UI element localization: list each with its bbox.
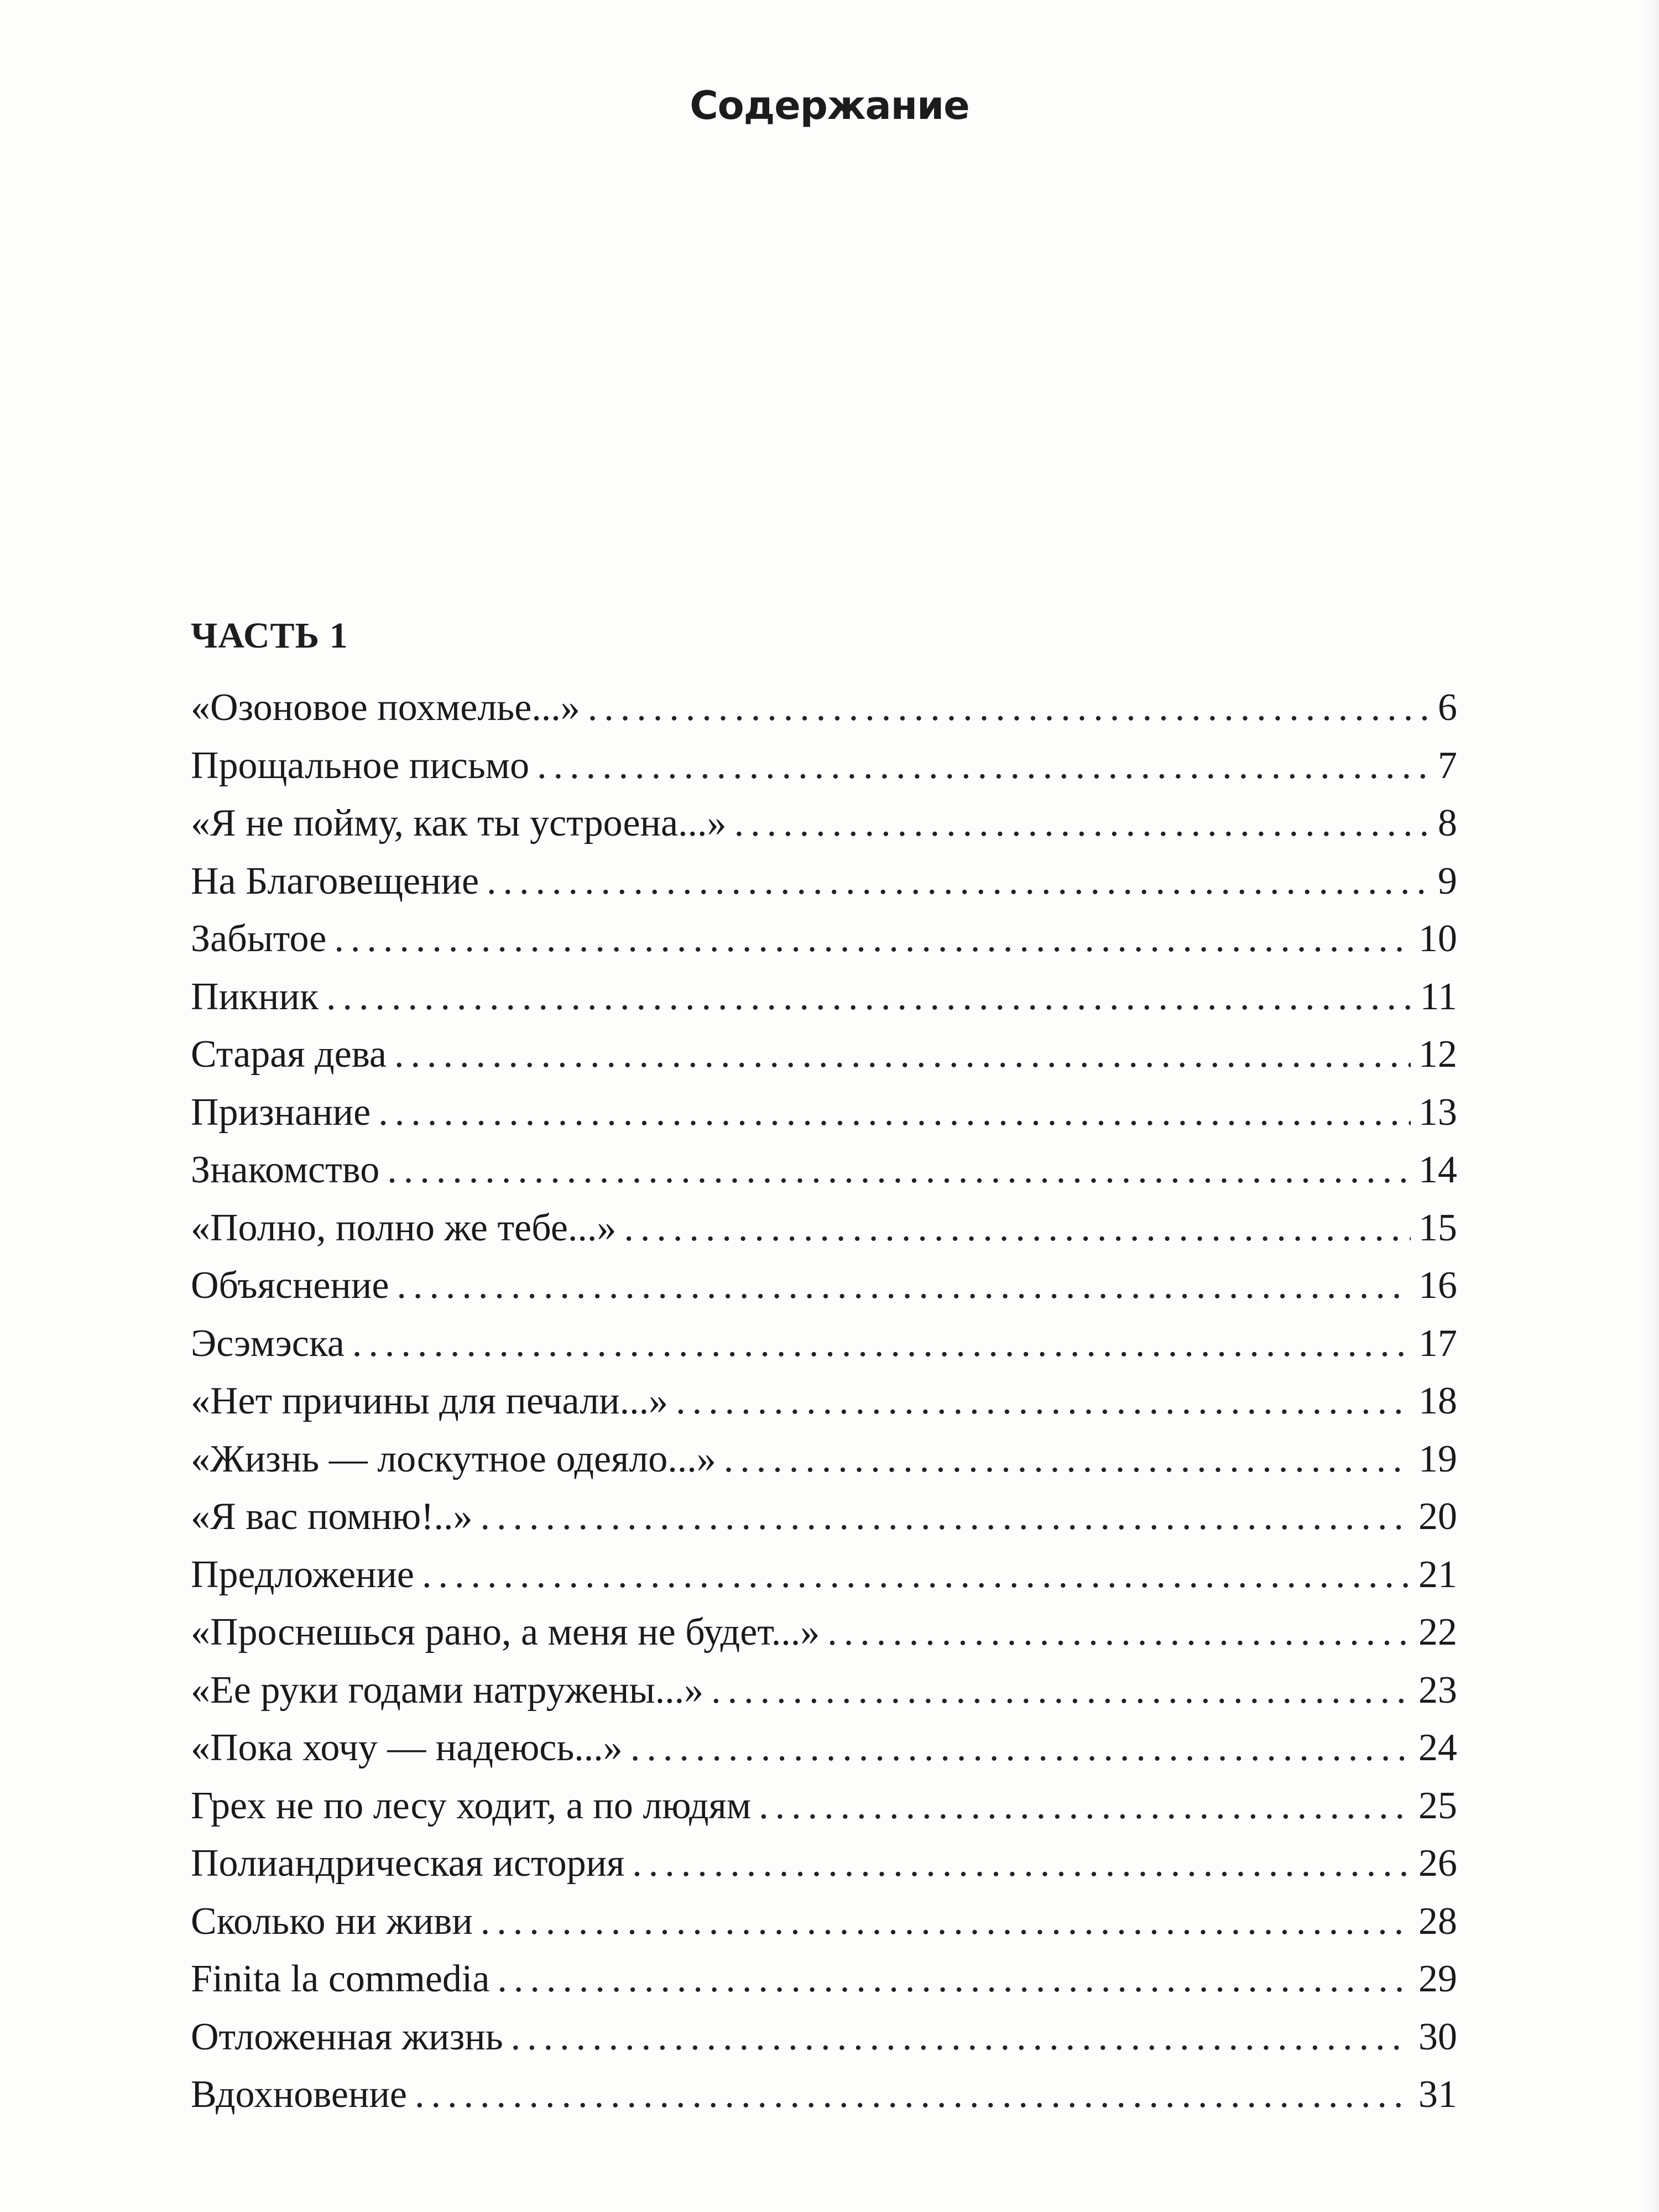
toc-entry-title: «Ее руки годами натружены...»: [191, 1668, 704, 1712]
toc-entry-page: 17: [1418, 1322, 1457, 1365]
toc-entry: [191, 859, 1457, 917]
toc-entry-page: 25: [1418, 1784, 1457, 1827]
toc-entry-page: 26: [1418, 1842, 1457, 1885]
toc-entry-page: 7: [1438, 744, 1457, 787]
dot-leader: [387, 1148, 1411, 1192]
toc-entry-title: На Благовещение: [191, 859, 479, 902]
toc-entry: [191, 1553, 1457, 1611]
toc-entry: [191, 1437, 1457, 1495]
toc-entry-title: Вдохновение: [191, 2073, 407, 2116]
page-title: Содержание: [690, 83, 969, 128]
toc-entry-title: Отложенная жизнь: [191, 2015, 503, 2058]
toc-entry-page: 14: [1418, 1149, 1457, 1191]
toc-entry-title: «Проснешься рано, а меня не будет...»: [191, 1611, 820, 1653]
toc-entry-title: «Нет причины для печали...»: [191, 1380, 669, 1422]
toc-entry-page: 30: [1418, 2015, 1457, 2058]
dot-leader: [334, 917, 1411, 961]
toc-entry-title: Объяснение: [191, 1264, 389, 1307]
toc-entry-title: «Я не пойму, как ты устроена...»: [191, 802, 727, 844]
dot-leader: [378, 1091, 1411, 1135]
dot-leader: [711, 1668, 1411, 1713]
toc-entry-page: 18: [1418, 1380, 1457, 1422]
dot-leader: [487, 859, 1430, 904]
toc-entry-title: Забытое: [191, 917, 327, 960]
dot-leader: [394, 1032, 1411, 1077]
toc-entry-page: 15: [1418, 1206, 1457, 1249]
toc-entry: [191, 1841, 1457, 1900]
toc-entry-title: Полиандрическая история: [191, 1842, 625, 1885]
toc-entry-page: 20: [1418, 1495, 1457, 1538]
toc-entry: [191, 1032, 1457, 1091]
dot-leader: [724, 1437, 1411, 1481]
dot-leader: [630, 1726, 1411, 1770]
toc-entry: [191, 2015, 1457, 2073]
dot-leader: [537, 744, 1430, 788]
toc-entry-title: Finita la commedia: [191, 1958, 490, 2000]
toc-entry: [191, 917, 1457, 975]
dot-leader: [481, 1900, 1411, 1944]
toc-entry-title: Признание: [191, 1091, 371, 1134]
toc-entry-title: Сколько ни живи: [191, 1900, 473, 1943]
dot-leader: [734, 801, 1430, 846]
toc-entry: [191, 1784, 1457, 1842]
toc-entry-page: 21: [1418, 1553, 1457, 1596]
toc-entry: [191, 1900, 1457, 1958]
dot-leader: [352, 1322, 1411, 1366]
dot-leader: [415, 2073, 1411, 2117]
toc-entry-title: «Озоновое похмелье...»: [191, 686, 580, 729]
toc-entry-title: Грех не по лесу ходит, а по людям: [191, 1784, 752, 1827]
toc-entry-title: Эсэмэска: [191, 1322, 345, 1365]
dot-leader: [497, 1957, 1411, 2001]
dot-leader: [827, 1610, 1411, 1655]
dot-leader: [397, 1264, 1411, 1308]
toc-entry-title: «Пока хочу — надеюсь...»: [191, 1726, 623, 1769]
toc-entry-page: 16: [1418, 1264, 1457, 1307]
toc-entry-title: «Я вас помню!..»: [191, 1495, 473, 1538]
toc-entry-page: 22: [1418, 1611, 1457, 1653]
toc-entry-page: 24: [1418, 1726, 1457, 1769]
toc-entry: [191, 1148, 1457, 1206]
toc-entry: [191, 1206, 1457, 1264]
dot-leader: [676, 1379, 1411, 1423]
toc-entry: [191, 1610, 1457, 1668]
toc-entry: [191, 1726, 1457, 1784]
toc-entry-page: 6: [1438, 686, 1457, 729]
toc-entry: [191, 975, 1457, 1033]
dot-leader: [480, 1495, 1411, 1539]
toc-entry-title: Пикник: [191, 975, 319, 1018]
toc-entry: [191, 1264, 1457, 1322]
dot-leader: [511, 2015, 1411, 2059]
page-edge-shadow: [1642, 0, 1659, 2212]
toc-entry-page: 10: [1418, 917, 1457, 960]
toc-entry-title: Прощальное письмо: [191, 744, 530, 787]
toc-entry: [191, 686, 1457, 744]
dot-leader: [588, 686, 1430, 730]
toc-entry: [191, 1091, 1457, 1149]
toc-entry: [191, 1379, 1457, 1437]
dot-leader: [632, 1841, 1411, 1886]
toc-entry: [191, 1957, 1457, 2015]
dot-leader: [624, 1206, 1411, 1250]
toc-entry-page: 23: [1418, 1668, 1457, 1712]
toc-entry: [191, 1495, 1457, 1553]
part-heading: ЧАСТЬ 1: [191, 615, 348, 656]
toc-entry-title: Знакомство: [191, 1149, 380, 1191]
toc-entry-title: «Жизнь — лоскутное одеяло...»: [191, 1437, 716, 1480]
toc-entry-title: «Полно, полно же тебе...»: [191, 1206, 617, 1249]
toc-entry-title: Предложение: [191, 1553, 415, 1596]
toc-entry-page: 28: [1418, 1900, 1457, 1943]
dot-leader: [326, 975, 1412, 1019]
toc-entry: [191, 801, 1457, 859]
toc-entry-page: 13: [1418, 1091, 1457, 1134]
toc-entry-page: 11: [1420, 975, 1457, 1018]
toc-entry-page: 31: [1418, 2073, 1457, 2116]
toc-entry: [191, 1322, 1457, 1380]
toc-entry: [191, 744, 1457, 802]
toc-entry-page: 9: [1438, 859, 1457, 902]
toc-entry-title: Старая дева: [191, 1033, 387, 1076]
toc-entry: [191, 1668, 1457, 1726]
toc-entry-page: 8: [1438, 802, 1457, 844]
dot-leader: [759, 1784, 1411, 1828]
toc-entry-page: 29: [1418, 1958, 1457, 2000]
dot-leader: [422, 1553, 1411, 1597]
toc-entry-page: 12: [1418, 1033, 1457, 1076]
toc-list: [191, 686, 1457, 2131]
toc-entry-page: 19: [1418, 1437, 1457, 1480]
toc-entry: [191, 2073, 1457, 2131]
